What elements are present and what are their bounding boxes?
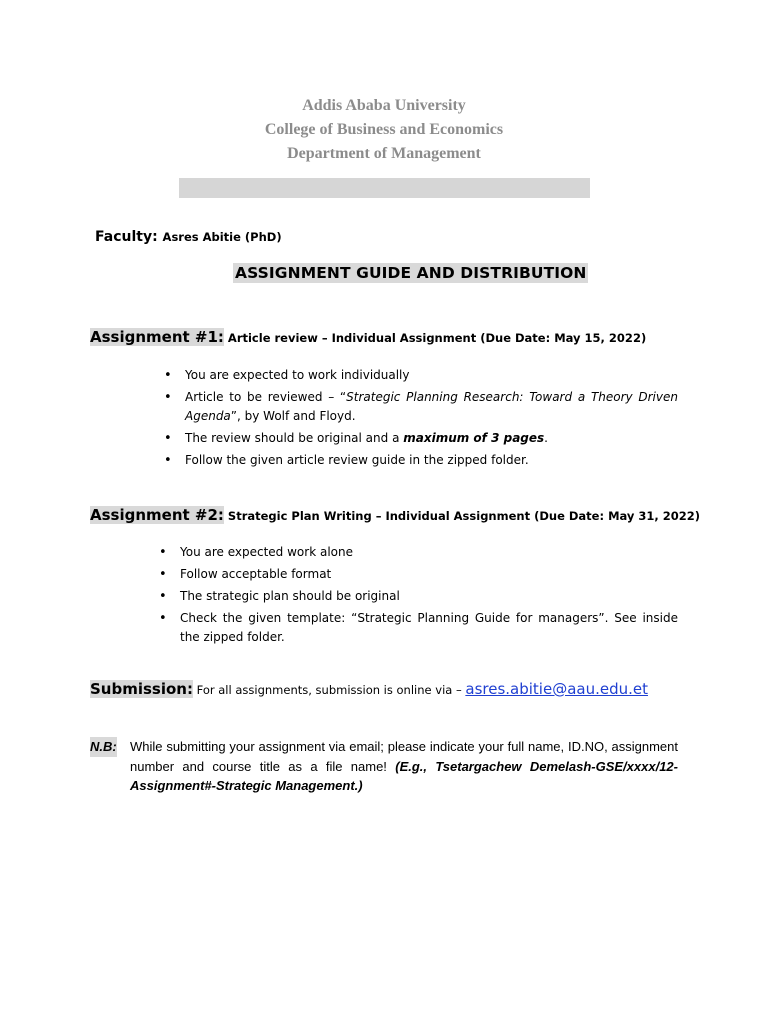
submission-text: For all assignments, submission is online via – — [192, 683, 466, 697]
assignment2-bullet-list — [159, 543, 678, 650]
university-name: Addis Ababa University — [302, 97, 466, 114]
list-item: • Follow the given article review guide in the zipped folder. — [164, 451, 678, 470]
assignment2-description: Strategic Plan Writing – Individual Assignment (Due Date: May 31, 2022) — [227, 509, 701, 523]
email-link[interactable]: asres.abitie@aau.edu.et — [465, 680, 648, 698]
nb-note — [90, 737, 678, 796]
nb-body — [130, 737, 678, 796]
nb-label: N.B: — [90, 737, 117, 757]
document-title: ASSIGNMENT GUIDE AND DISTRIBUTION — [235, 264, 587, 282]
faculty-label: Faculty: — [95, 229, 158, 245]
list-item: • Follow acceptable format — [159, 565, 678, 584]
assignment1-heading — [90, 328, 646, 346]
assignment1-description: Article review – Individual Assignment (Due Date: May 15, 2022) — [227, 331, 647, 345]
header-divider-bar — [179, 178, 590, 198]
department-name: Department of Management — [287, 145, 481, 162]
faculty-line — [95, 229, 282, 245]
submission-label: Submission: — [90, 680, 193, 698]
assignment2-heading — [90, 506, 700, 524]
nb-text: While submitting your assignment via email; please indicate your full name, ID.NO, assignment number and course title as a file name! — [130, 739, 678, 774]
nb-example: (E.g., Tsetargachew Demelash-GSE/xxxx/12-Assignment#-Strategic Management.) — [130, 758, 678, 793]
faculty-name: Asres Abitie (PhD) — [162, 230, 282, 244]
college-name: College of Business and Economics — [264, 121, 504, 138]
submission-line — [90, 680, 648, 698]
list-item: • You are expected to work individually — [164, 366, 678, 385]
list-item: • The review should be original and a maximum of 3 pages. — [164, 429, 678, 448]
letterhead — [0, 94, 768, 166]
list-item: • Check the given template: “Strategic Planning Guide for managers”. See inside the zipped folder. — [159, 609, 678, 647]
list-item: • The strategic plan should be original — [159, 587, 678, 606]
list-item: • You are expected work alone — [159, 543, 678, 562]
assignment1-label: Assignment #1: — [90, 328, 224, 346]
assignment1-bullet-list — [164, 366, 678, 473]
list-item: • Article to be reviewed – “Strategic Planning Research: Toward a Theory Driven Agenda”, by Wolf and Floyd. — [164, 388, 678, 426]
assignment2-label: Assignment #2: — [90, 506, 224, 524]
